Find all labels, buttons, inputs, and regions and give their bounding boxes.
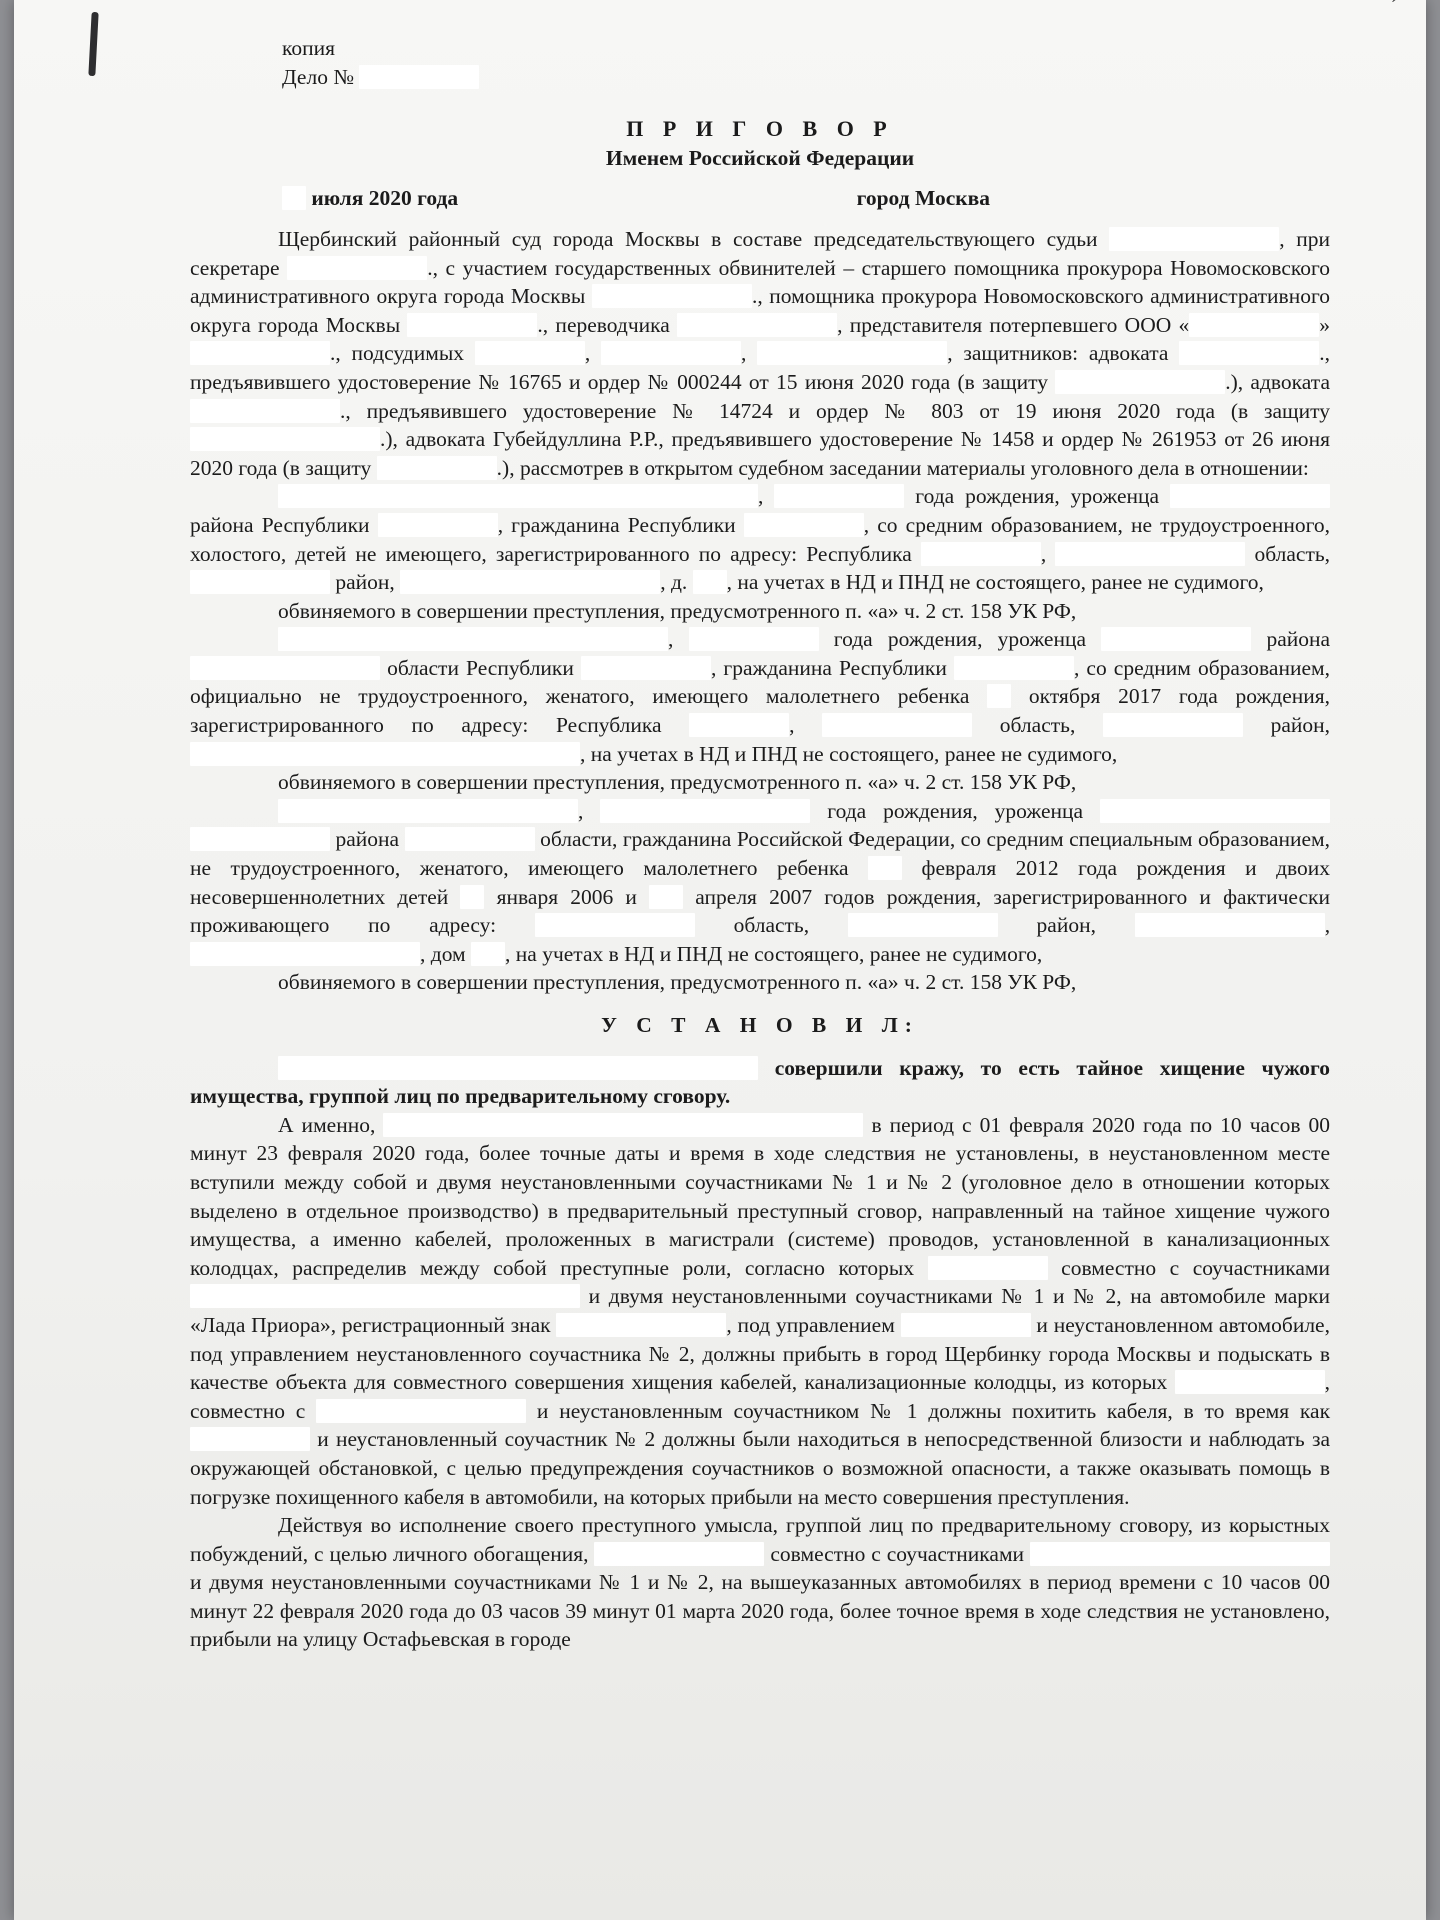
defendant-1-charge: обвиняемого в совершении преступления, предусмотренного п. «а» ч. 2 ст. 158 УК РФ, — [278, 598, 1077, 623]
redaction — [278, 484, 758, 508]
redaction — [1030, 1542, 1330, 1566]
redaction — [407, 313, 537, 337]
redaction — [581, 656, 711, 680]
redaction — [460, 885, 484, 909]
redaction — [378, 513, 498, 537]
defendant-1-paragraph: , года рождения, уроженца района Республики , гражданина Республики , со средним образованием, не трудоустроенного, холостого, детей не имеющего, зарегистрированного по адресу: Республика , область, район, , д. , на учетах в НД и ПНД не состоящего, ранее не судимого, — [190, 484, 1331, 595]
redaction — [1175, 1370, 1325, 1394]
redaction — [190, 399, 340, 423]
redaction — [190, 827, 330, 851]
redaction — [535, 913, 695, 937]
redaction — [405, 827, 535, 851]
staple-mark — [88, 12, 98, 76]
case-label: Дело № — [282, 64, 354, 89]
redaction — [744, 513, 864, 537]
date-text: июля 2020 года — [311, 186, 459, 211]
facts-paragraph-2: Действуя во исполнение своего преступного умысла, группой лиц по предварительному сговору, из корыстных побуждений, с целью личного обогащения, совместно с соучастниками и двумя неустановленными соучастниками № 1 и № 2, на вышеуказанных автомобилях в период времени с 10 часов 00 минут 22 февраля 2020 года до 03 часов 39 минут 01 марта 2020 года, более точное время в ходе следствия не установлено, прибыли на улицу Остафьевская в городе — [190, 1513, 1330, 1652]
defendant-3-charge: обвиняемого в совершении преступления, предусмотренного п. «а» ч. 2 ст. 158 УК РФ, — [278, 970, 1077, 995]
redaction — [592, 284, 752, 308]
redaction — [190, 570, 330, 594]
redaction — [287, 256, 427, 280]
redaction — [757, 341, 947, 365]
redaction — [471, 942, 505, 966]
redaction — [190, 1284, 580, 1308]
redaction — [822, 713, 972, 737]
redaction — [282, 186, 306, 210]
defendant-2-charge: обвиняемого в совершении преступления, предусмотренного п. «а» ч. 2 ст. 158 УК РФ, — [278, 770, 1077, 795]
redaction — [1179, 341, 1319, 365]
document-subtitle: Именем Российской Федерации — [605, 145, 915, 170]
redaction — [1109, 227, 1279, 251]
page-corner-mark: ˊ — [1390, 0, 1398, 19]
redaction — [1103, 713, 1243, 737]
redaction — [278, 799, 578, 823]
verdict-summary: совершили кражу, то есть тайное хищение чужого имущества, группой лиц по предварительному сговору. — [190, 1055, 1330, 1109]
redaction — [400, 570, 660, 594]
redaction — [928, 1256, 1048, 1280]
redaction — [278, 627, 668, 651]
redaction — [649, 885, 683, 909]
redaction — [689, 713, 789, 737]
redaction — [556, 1313, 726, 1337]
defendant-2-paragraph: , года рождения, уроженца района области Республики , гражданина Республики , со средним образованием, официально не трудоустроенного, женатого, имеющего малолетнего ребенка октября 2017 года рождения, зарегистрированного по адресу: Республика , область, район, , на учетах в НД и ПНД не состоящего, ранее не судимого, — [190, 627, 1331, 766]
copy-label: копия — [282, 36, 336, 60]
redaction — [601, 341, 741, 365]
redaction — [954, 656, 1074, 680]
redaction — [1055, 542, 1245, 566]
redaction — [383, 1113, 863, 1137]
redaction — [377, 456, 497, 480]
redaction — [901, 1313, 1031, 1337]
redaction — [1170, 484, 1330, 508]
redaction — [190, 656, 380, 680]
redaction — [774, 484, 904, 508]
redaction — [693, 570, 727, 594]
facts-paragraph-1: А именно, в период с 01 февраля 2020 года по 10 часов 00 минут 23 февраля 2020 года, более точные даты и время в ходе следствия не установлены, в неустановленном месте вступили между собой и двумя неустановленными соучастниками № 1 и № 2 (уголовное дело в отношении которых выделено в отдельное производство) в предварительный преступный сговор, направленный на тайное хищение чужого имущества, а именно кабелей, проложенных в магистрали (системе) проводов, установленной в канализационных колодцах, распределив между собой преступные роли, согласно которых совместно с соучастниками и двумя неустановленными соучастниками № 1 и № 2, на автомобиле марки «Лада Приора», регистрационный знак , под управлением и неустановленном автомобиле, под управлением неустановленного соучастника № 2, должны прибыть в город Щербинку города Москвы и подыскать в качестве объекта для совместного совершения хищения кабелей, канализационные колодцы, из которых , совместно с и неустановленным соучастником № 1 должны похитить кабеля, в то время как и неустановленный соучастник № 2 должны были находиться в непосредственной близости и наблюдать за окружающей обстановкой, с целью предупреждения соучастников о возможной опасности, а также оказывать помощь в погрузке похищенного кабеля в автомобили, на которых прибыли на место совершения преступления. — [190, 1112, 1331, 1509]
redaction — [689, 627, 819, 651]
redaction — [1055, 370, 1225, 394]
redaction — [190, 341, 330, 365]
redaction — [1101, 627, 1251, 651]
case-number-line — [190, 63, 1330, 92]
redaction — [848, 913, 998, 937]
verdict-city: город Москва — [856, 186, 990, 211]
redaction — [594, 1542, 764, 1566]
redaction — [475, 341, 585, 365]
redaction — [1189, 313, 1319, 337]
redaction — [868, 856, 902, 880]
redaction — [921, 542, 1041, 566]
redaction — [1135, 913, 1325, 937]
redaction — [316, 1399, 526, 1423]
verdict-document — [190, 34, 1330, 1654]
defendant-3-paragraph: , года рождения, уроженца района области, гражданина Российской Федерации, со средним специальным образованием, не трудоустроенного, женатого, имеющего малолетнего ребенка февраля 2012 года рождения и двоих несовершеннолетних детей января 2006 и апреля 2007 годов рождения, зарегистрированного и фактически проживающего по адресу: область, район, , , дом , на учетах в НД и ПНД не состоящего, ранее не судимого, — [190, 798, 1331, 966]
redaction — [1100, 799, 1330, 823]
redaction — [600, 799, 810, 823]
redaction — [190, 742, 580, 766]
document-title: П Р И Г О В О Р — [626, 116, 894, 142]
redaction — [359, 65, 479, 89]
redaction — [190, 427, 380, 451]
redaction — [677, 313, 837, 337]
redaction — [190, 1427, 310, 1451]
redaction — [190, 942, 420, 966]
redaction — [278, 1056, 758, 1080]
date-city-line — [190, 184, 1330, 213]
section-title-established: У С Т А Н О В И Л: — [601, 1013, 919, 1037]
verdict-date — [282, 184, 458, 213]
redaction — [987, 684, 1011, 708]
intro-paragraph: Щербинский районный суд города Москвы в составе председательствующего судьи , при секретаре ., с участием государственных обвинителей – старшего помощника прокурора Новомосковского административного округа города Москвы ., помощника прокурора Новомосковского административного округа города Москвы ., переводчика , представителя потерпевшего ООО « » ., подсудимых , , , защитников: адвоката ., предъявившего удостоверение № 16765 и ордер № 000244 от 15 июня 2020 года (в защиту .), адвоката ., предъявившего удостоверение № 14724 и ордер № 803 от 19 июня 2020 года (в защиту .), адвоката Губейдуллина Р.Р., предъявившего удостоверение № 1458 и ордер № 261953 от 26 июня 2020 года (в защиту .), рассмотрев в открытом судебном заседании материалы уголовного дела в отношении: — [190, 226, 1331, 480]
